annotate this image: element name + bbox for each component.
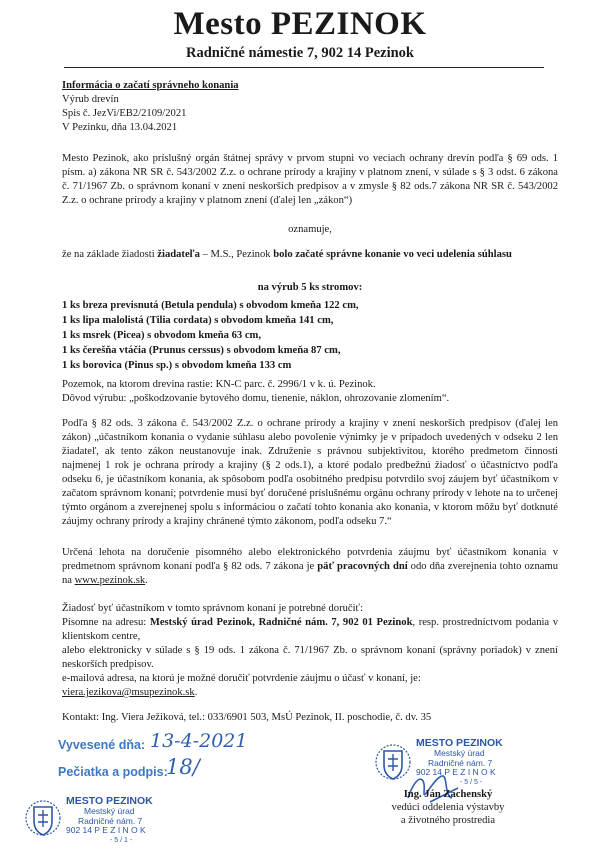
letterhead-address: Radničné námestie 7, 902 14 Pezinok xyxy=(186,45,414,61)
contact-line xyxy=(62,711,558,725)
stamp-line: Mestský úrad xyxy=(434,748,485,758)
subject-text: na výrub 5 ks stromov: xyxy=(257,282,363,293)
intro-paragraph xyxy=(62,152,558,208)
mail-suffix: , resp. prostredníctvom podania v klientskom centre, xyxy=(62,617,559,642)
delivery-block xyxy=(62,602,558,700)
posted-date-handwritten: 13-4-2021 xyxy=(150,730,248,752)
stamp-line: Mestský úrad xyxy=(84,806,135,816)
basis-prefix: že na základe žiadosti xyxy=(62,249,158,260)
deadline-end: . xyxy=(145,575,148,586)
deadline-suffix: odo dňa zverejnenia tohto oznamu na xyxy=(62,561,558,586)
basis-paragraph xyxy=(62,248,558,262)
stamp-line: 902 14 P E Z I N O K xyxy=(66,825,146,835)
announces-line xyxy=(62,223,558,237)
stamp-text xyxy=(66,795,153,845)
email-end: . xyxy=(194,687,198,698)
mail-prefix: Písomne na adresu: xyxy=(62,617,150,628)
basis-applicant: žiadateľa xyxy=(157,249,200,260)
signer-role: a životného prostredia xyxy=(400,815,496,826)
contact-text: Kontakt: Ing. Viera Ježiková, tel.: 033/6901 503, MsÚ Pezinok, II. poschodie, č. dv. 35 xyxy=(62,712,432,723)
stamp-title: MESTO PEZINOK xyxy=(416,737,503,749)
signature-block xyxy=(358,788,538,827)
stamp-signature-handwritten: 18/ xyxy=(166,755,200,779)
stamp-line: - 5 / 1 - xyxy=(110,836,133,844)
subject-line xyxy=(62,281,558,295)
signer-role: vedúci oddelenia výstavby xyxy=(391,802,505,813)
legal-text: Podľa § 82 ods. 3 zákona č. 543/2002 Z.z. o ochrane prírody a krajiny v znení neskorších predpisov (ďalej len zákon) „účastníkom konania o vydanie súhlasu alebo povolenie výnimky je v prípadoch uvedených v odseku 2 len žiadateľ, ak tento zákon neustanovuje inak. Združenie s právnou subjektivitou, ktorého predmetom činnosti najmenej 1 rok je ochrana prírody a krajiny (§ 2 ods.1), a ktoré podalo predbežnú žiadosť o účastníctvo podľa odseku 6, je účastníkom konania, ak spôsobom podľa osobitného predpisu potvrdilo svoj záujem byť účastníkom v začatom správnom konaní; potvrdenie musí byť doručené príslušnému orgánu ochrany prírody v lehote na to určenej týmto orgánom a zverejnenej spolu s informáciou o začatí tohto konania ako konania, v ktorom môžu byť dotknuté záujmy ochrany prírody a krajiny chránené týmto zákonom, podľa odseku 7.“ xyxy=(62,418,558,527)
signer-name: Ing. Ján Zachenský xyxy=(403,789,493,800)
parcel-text: Pozemok, na ktorom drevina rastie: KN-C parc. č. 2996/1 v k. ú. Pezinok. xyxy=(62,379,376,390)
tree-list xyxy=(62,298,558,373)
list-item: 1 ks borovica (Pinus sp.) s obvodom kmeňa 133 cm xyxy=(62,360,292,371)
website-link[interactable]: www.pezinok.sk xyxy=(74,575,146,586)
stamp-title: MESTO PEZINOK xyxy=(66,795,153,807)
basis-mid: – M.S., Pezinok xyxy=(199,249,274,260)
stamp-line: Radničné nám. 7 xyxy=(428,757,493,768)
page-title: Mesto PEZINOK xyxy=(173,6,427,42)
deadline-prefix: Určená lehota na doručenie písomného alebo elektronického potvrdenia záujmu byť účastníkom konania v predmetnom správnom konaní podľa § 82 ods. 7 zákona je xyxy=(62,547,558,572)
posted-label: Vyvesené dňa: xyxy=(58,738,146,752)
city-stamp-left xyxy=(22,793,172,843)
reason-text: Dôvod výrubu: „poškodzovanie bytového domu, tienenie, náklon, ohrozovanie zlomením“. xyxy=(62,393,450,404)
reference-line-file: Spis č. JezVi/EB2/2109/2021 xyxy=(62,108,187,119)
stamp-line: 902 14 P E Z I N O K xyxy=(416,767,496,777)
stamp-signature-label: Pečiatka a podpis: xyxy=(58,765,168,779)
list-item: 1 ks breza previsnutá (Betula pendula) s obvodom kmeňa 122 cm, xyxy=(62,300,359,311)
legal-paragraph xyxy=(62,417,558,529)
email-intro: e-mailová adresa, na ktorú je možné doručiť potvrdenie záujmu o účasť v konaní, je: xyxy=(62,673,421,684)
list-item: 1 ks lipa malolistá (Tilia cordata) s obvodom kmeňa 141 cm, xyxy=(62,315,334,326)
reference-heading: Informácia o začatí správneho konania xyxy=(62,80,239,91)
header-divider xyxy=(64,67,544,68)
reference-block xyxy=(62,79,558,135)
intro-text: Mesto Pezinok, ako príslušný orgán štátnej správy v prvom stupni vo veciach ochrany drevín podľa § 69 ods. 1 písm. a) zákona NR SR č. 543/2002 Z.z. o ochrane prírody a krajiny v platnom znení, v súlade s § 3 odst. 6 zákona č. 71/1967 Zb. o správnom konaní v znení neskorších predpisov a v zmysle § 82 ods.7 zákona NR SR č. 543/2002 Z.z. o ochrane prírody a krajiny v platnom znení (ďalej len „zákon“) xyxy=(62,153,558,206)
basis-bold: bolo začaté správne konanie vo veci udelenia súhlasu xyxy=(273,249,512,260)
deadline-days: päť pracovných dní xyxy=(317,561,408,572)
mail-address: Mestský úrad Pezinok, Radničné nám. 7, 902 01 Pezinok xyxy=(149,617,413,628)
coat-of-arms-icon xyxy=(24,795,62,841)
reference-line-date: V Pezinku, dňa 13.04.2021 xyxy=(62,122,178,133)
list-item: 1 ks msrek (Picea) s obvodom kmeňa 63 cm, xyxy=(62,330,262,341)
stamp-line: Radničné nám. 7 xyxy=(78,815,143,826)
parcel-block xyxy=(62,378,558,406)
deadline-paragraph xyxy=(62,546,558,588)
list-item: 1 ks čerešňa vtáčia (Prunus cerssus) s obvodom kmeňa 87 cm, xyxy=(62,345,341,356)
request-line: Žiadosť byť účastníkom v tomto správnom konaní je potrebné doručiť: xyxy=(62,603,364,614)
announces-text: oznamuje, xyxy=(288,224,332,235)
stamp-line: - 5 / 5 - xyxy=(460,778,483,786)
email-link[interactable]: viera.jezikova@msupezinok.sk xyxy=(62,687,195,698)
electronic-text: alebo elektronicky v súlade s § 19 ods. 1 zákona č. 71/1967 Zb. o správnom konaní (správny poriadok) v znení neskorších predpisov. xyxy=(62,645,558,670)
reference-line-subject: Výrub drevín xyxy=(62,94,119,105)
